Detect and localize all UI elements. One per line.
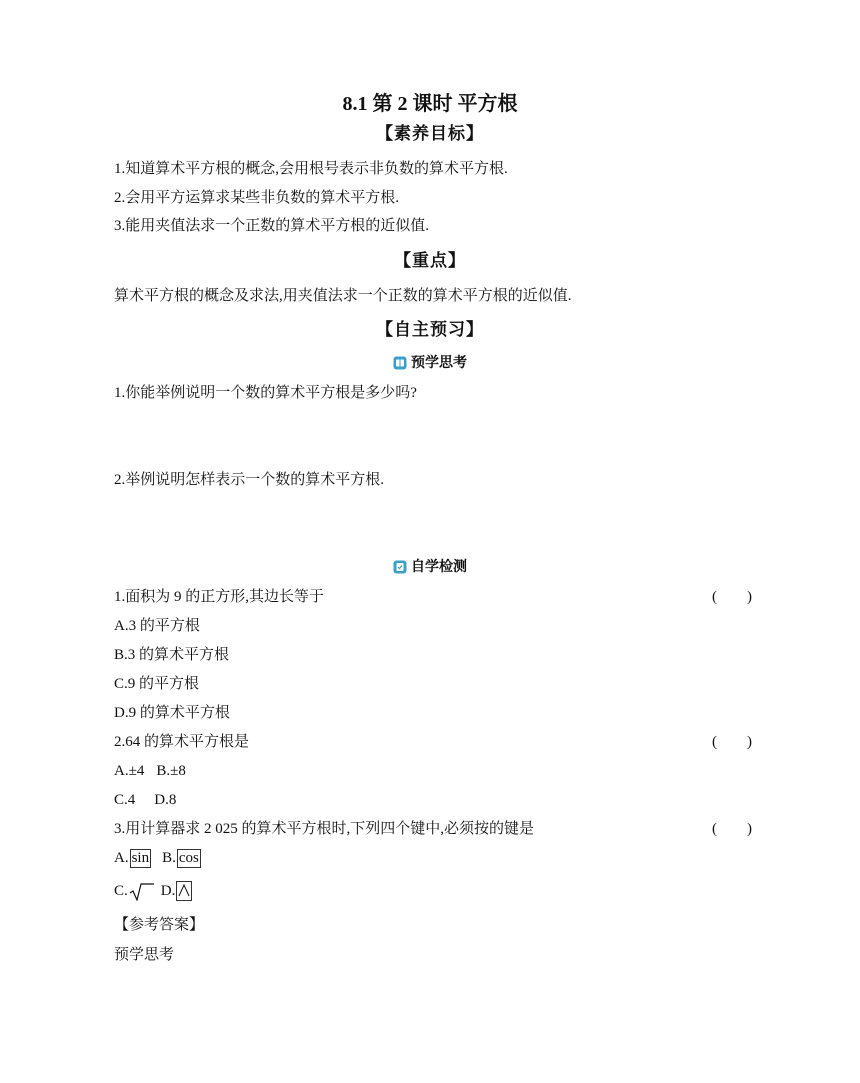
- key-point-text: 算术平方根的概念及求法,用夹值法求一个正数的算术平方根的近似值.: [114, 288, 572, 304]
- question-2-option-a: A.±4: [114, 763, 145, 779]
- question-3-option-c-prefix: C.: [114, 883, 128, 899]
- question-1-stem: 1.面积为 9 的正方形,其边长等于: [114, 589, 325, 605]
- checklist-icon: [393, 560, 407, 574]
- question-2-options-cd: [114, 789, 176, 811]
- paren-open: (: [712, 589, 717, 605]
- paren-close: ): [747, 734, 752, 750]
- section-heading-preview: 【自主预习】: [376, 320, 484, 339]
- question-3-option-b-prefix: B.: [162, 850, 176, 866]
- preview-question-1: 1.你能举例说明一个数的算术平方根是多少吗?: [114, 385, 417, 401]
- question-2-stem: 2.64 的算术平方根是: [114, 734, 250, 750]
- cos-key: cos: [178, 850, 199, 866]
- preview-question-2: 2.举例说明怎样表示一个数的算术平方根.: [114, 472, 385, 488]
- paren-open: (: [712, 734, 717, 750]
- section-heading-key-point: 【重点】: [394, 251, 466, 270]
- question-3-option-a-prefix: A.: [114, 850, 129, 866]
- paren-close: ): [747, 821, 752, 837]
- goal-1: 1.知道算术平方根的概念,会用根号表示非负数的算术平方根.: [114, 161, 508, 177]
- question-1-option-c: C.9 的平方根: [114, 676, 200, 692]
- book-icon: [393, 356, 407, 370]
- question-2-option-b: B.±8: [156, 763, 186, 779]
- caret-key-icon: [176, 881, 192, 901]
- goal-3: 3.能用夹值法求一个正数的算术平方根的近似值.: [114, 218, 430, 234]
- question-3-options-ab: [114, 847, 202, 869]
- question-1-option-b: B.3 的算术平方根: [114, 647, 230, 663]
- goal-2: 2.会用平方运算求某些非负数的算术平方根.: [114, 190, 400, 206]
- answer-key-heading: 【参考答案】: [114, 917, 205, 933]
- square-root-key-icon: [129, 881, 155, 901]
- question-2-option-d: D.8: [154, 792, 177, 808]
- answer-key-subheading: 预学思考: [114, 947, 175, 963]
- subheading-label: 预学思考: [411, 355, 467, 371]
- answer-blank-2: [712, 731, 752, 753]
- paren-open: (: [712, 821, 717, 837]
- question-3-stem: 3.用计算器求 2 025 的算术平方根时,下列四个键中,必须按的键是: [114, 821, 535, 837]
- question-2-options-ab: [114, 760, 186, 782]
- question-2-option-c: C.4: [114, 792, 136, 808]
- subheading-preview-think: [0, 353, 860, 373]
- question-3-option-d-prefix: D.: [160, 883, 176, 899]
- answer-blank-1: [712, 586, 752, 608]
- answer-blank-3: [712, 818, 752, 840]
- question-1-option-d: D.9 的算术平方根: [114, 705, 230, 721]
- sin-key: sin: [131, 850, 150, 866]
- section-heading-goals: 【素养目标】: [376, 124, 484, 143]
- question-3-options-cd: [114, 880, 192, 902]
- page-title: 8.1 第 2 课时 平方根: [342, 93, 518, 115]
- question-1-option-a: A.3 的平方根: [114, 618, 200, 634]
- paren-close: ): [747, 589, 752, 605]
- subheading-self-check: [0, 557, 860, 577]
- subheading-label: 自学检测: [411, 559, 467, 575]
